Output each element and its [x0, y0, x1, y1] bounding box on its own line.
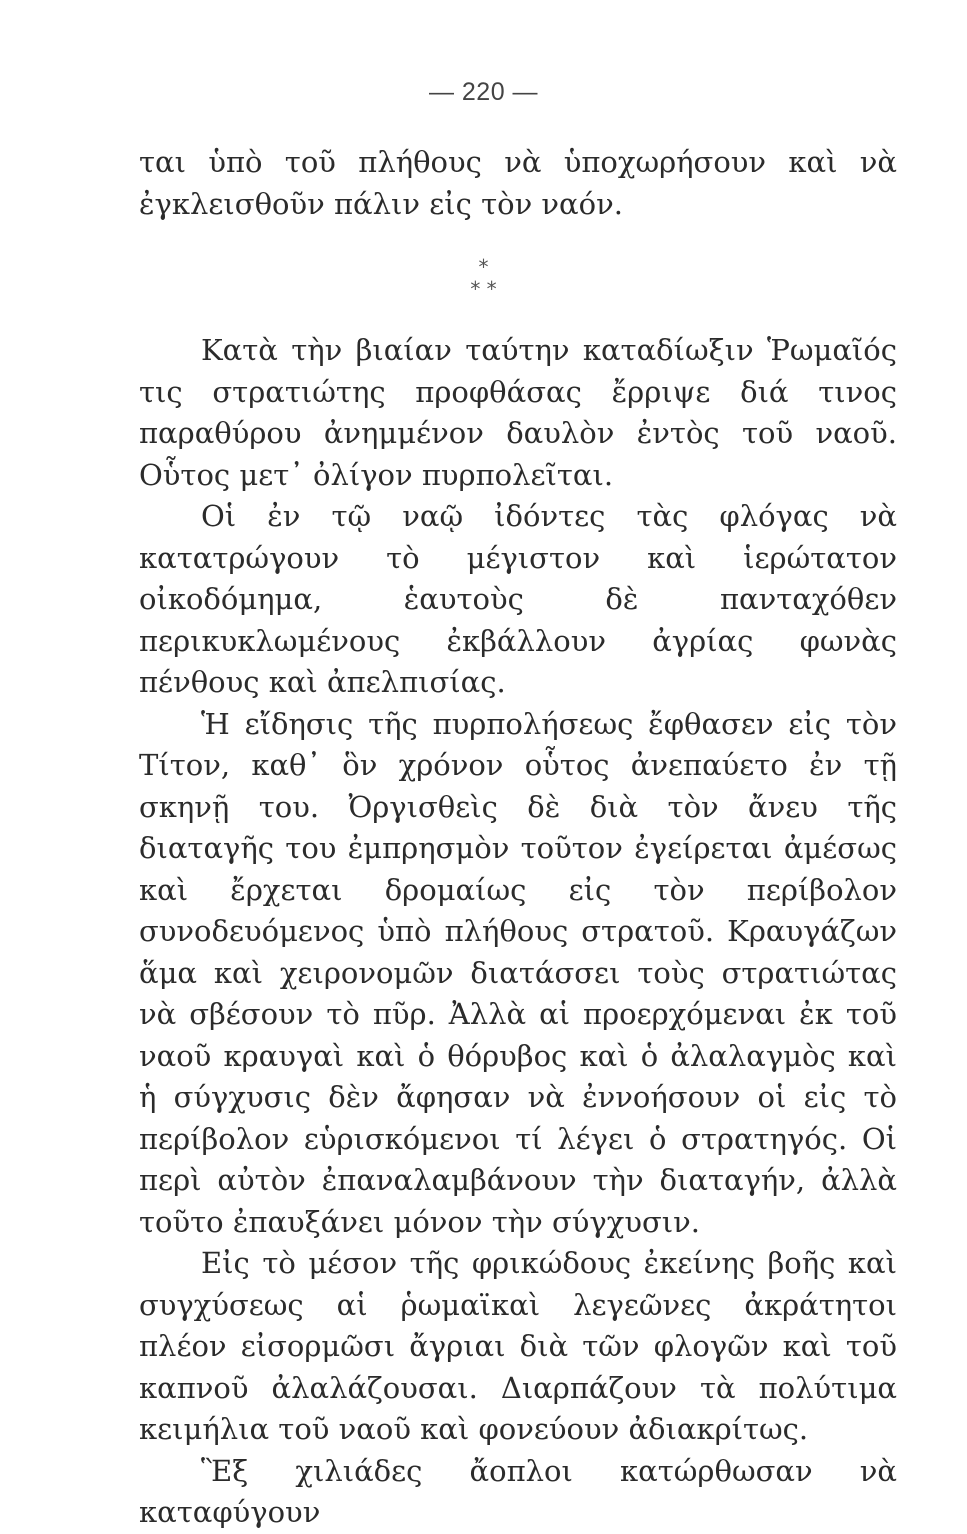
paragraph-legions: Εἰς τὸ μέσον τῆς φρικώδους ἐκείνης βοῆς καὶ συγχύσεως αἱ ῥωμαϊκαὶ λεγεῶνες ἀκράτητοι πλέον εἰσορμῶσι ἄγριαι διὰ τῶν φλογῶν καὶ τοῦ καπνοῦ ἀλαλάζουσαι. Διαρπάζουν τὰ πολύτιμα κειμήλια τοῦ ναοῦ καὶ φονεύουν ἀδιακρίτως.	[139, 1246, 897, 1446]
paragraph-continued: ται ὑπὸ τοῦ πλήθους νὰ ὑποχωρήσουν καὶ νὰ ἐγκλεισθοῦν πάλιν εἰς τὸν ναόν.	[139, 145, 897, 221]
asterism-top: *	[478, 255, 489, 279]
main-text-block	[139, 330, 897, 1534]
paragraph-flames: Οἱ ἐν τῷ ναῷ ἰδόντες τὰς φλόγας νὰ κατατρώγουν τὸ μέγιστον καὶ ἱερώτατον οἰκοδόμημα, ἑαυτοὺς δὲ πανταχόθεν περικυκλωμένους ἐκβάλλουν ἀγρίας φωνὰς πένθους καὶ ἀπελπισίας.	[139, 499, 897, 699]
section-asterism	[0, 256, 967, 300]
paragraph-roman-soldier: Κατὰ τὴν βιαίαν ταύτην καταδίωξιν Ῥωμαῖός τις στρατιώτης προφθάσας ἔρριψε διά τινος παραθύρου ἀνημμένον δαυλὸν ἐντὸς τοῦ ναοῦ. Οὗτος μετ᾽ ὀλίγον πυρπολεῖται.	[139, 333, 897, 492]
continued-paragraph-block	[139, 142, 897, 225]
page-number: — 220 —	[428, 78, 539, 106]
paragraph-six-thousand: Ἓξ χιλιάδες ἄοπλοι κατώρθωσαν νὰ καταφύγουν	[139, 1453, 897, 1529]
paragraph-titus: Ἡ εἴδησις τῆς πυρπολήσεως ἔφθασεν εἰς τὸν Τίτον, καθ᾽ ὃν χρόνον οὗτος ἀνεπαύετο ἐν τῇ σκηνῇ του. Ὀργισθεὶς δὲ διὰ τὸν ἄνευ τῆς διαταγῆς του ἐμπρησμὸν τοῦτον ἐγείρεται ἀμέσως καὶ ἔρχεται δρομαίως εἰς τὸν περίβολον συνοδευόμενος ὑπὸ πλήθους στρατοῦ. Κραυγάζων ἅμα καὶ χειρονομῶν διατάσσει τοὺς στρατιώτας νὰ σβέσουν τὸ πῦρ. Ἀλλὰ αἱ προερχόμεναι ἐκ τοῦ ναοῦ κραυγαὶ καὶ ὁ θόρυβος καὶ ὁ ἀλαλαγμὸς καὶ ἡ σύγχυσις δὲν ἄφησαν νὰ ἐννοήσουν οἱ εἰς τὸ περίβολον εὑρισκόμενοι τί λέγει ὁ στρατηγός. Οἱ περὶ αὐτὸν ἐπαναλαμβάνουν τὴν διαταγήν, ἀλλὰ τοῦτο ἐπαυξάνει μόνον τὴν σύγχυσιν.	[139, 706, 897, 1239]
asterism-bottom: * *	[470, 277, 497, 301]
